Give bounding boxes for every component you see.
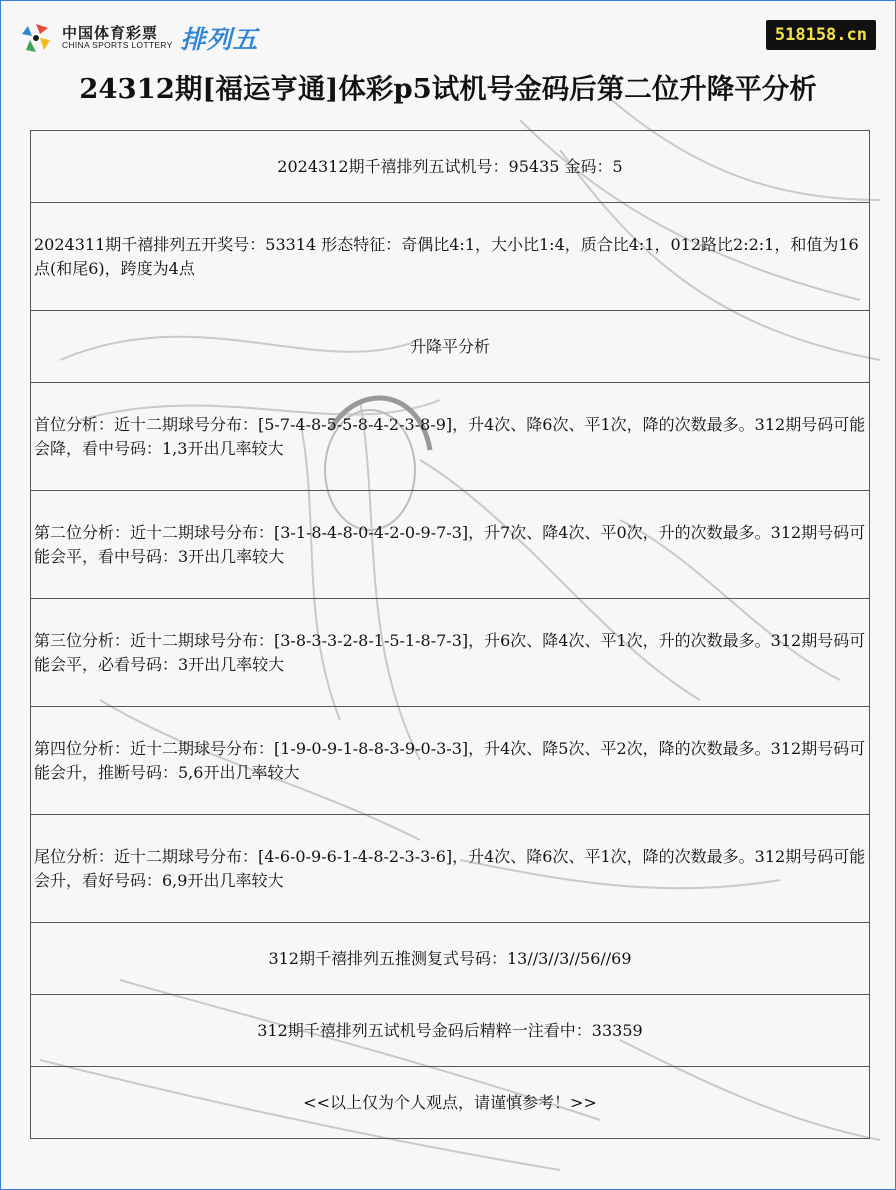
position-2-analysis: 第二位分析：近十二期球号分布：[3-1-8-4-8-0-4-2-0-9-7-3]，升7次、降4次、平0次，升的次数最多。312期号码可能会平，看中号码：3开出几率较大 [31, 491, 870, 599]
logo-en-text: CHINA SPORTS LOTTERY [62, 40, 173, 51]
table-row [31, 707, 870, 815]
logo-game-name: 排列五 [180, 26, 259, 54]
section-heading-cell: 升降平分析 [31, 311, 870, 383]
china-sports-lottery-logo [18, 18, 278, 58]
header [0, 0, 896, 130]
position-5-analysis: 尾位分析：近十二期球号分布：[4-6-0-9-6-1-4-8-2-3-3-6]，升4次、降6次、平1次，降的次数最多。312期号码可能会升，看好号码：6,9开出几率较大 [31, 815, 870, 923]
table-row [31, 923, 870, 995]
table-row [31, 203, 870, 311]
lottery-star-icon [18, 20, 54, 56]
table-row [31, 311, 870, 383]
position-4-analysis: 第四位分析：近十二期球号分布：[1-9-0-9-1-8-8-3-9-0-3-3]，升4次、降5次、平2次，降的次数最多。312期号码可能会升，推断号码：5,6开出几率较大 [31, 707, 870, 815]
analysis-table [30, 130, 870, 1139]
disclaimer-cell: <<以上仅为个人观点，请谨慎参考！>> [31, 1067, 870, 1139]
combo-numbers-cell: 312期千禧排列五推测复式号码：13//3//3//56//69 [31, 923, 870, 995]
table-row [31, 815, 870, 923]
table-row [31, 599, 870, 707]
table-row [31, 491, 870, 599]
table-row [31, 1067, 870, 1139]
logo-cn-text: 中国体育彩票 [62, 24, 159, 42]
position-1-analysis: 首位分析：近十二期球号分布：[5-7-4-8-5-5-8-4-2-3-8-9]，升4次、降6次、平1次，降的次数最多。312期号码可能会降，看中号码：1,3开出几率较大 [31, 383, 870, 491]
table-row [31, 131, 870, 203]
logo-wordmark [62, 26, 173, 51]
pick-number-cell: 312期千禧排列五试机号金码后精粹一注看中：33359 [31, 995, 870, 1067]
position-3-analysis: 第三位分析：近十二期球号分布：[3-8-3-3-2-8-1-5-1-8-7-3]，升6次、降4次、平1次，升的次数最多。312期号码可能会平，必看号码：3开出几率较大 [31, 599, 870, 707]
site-badge[interactable]: 518158.cn [766, 20, 876, 50]
table-row [31, 995, 870, 1067]
trial-number-cell: 2024312期千禧排列五试机号：95435 金码：5 [31, 131, 870, 203]
last-draw-cell: 2024311期千禧排列五开奖号：53314 形态特征：奇偶比4:1，大小比1:4，质合比4:1，012路比2:2:1，和值为16点(和尾6)，跨度为4点 [31, 203, 870, 311]
table-row [31, 383, 870, 491]
page-title: 24312期[福运亨通]体彩p5试机号金码后第二位升降平分析 [79, 73, 817, 105]
